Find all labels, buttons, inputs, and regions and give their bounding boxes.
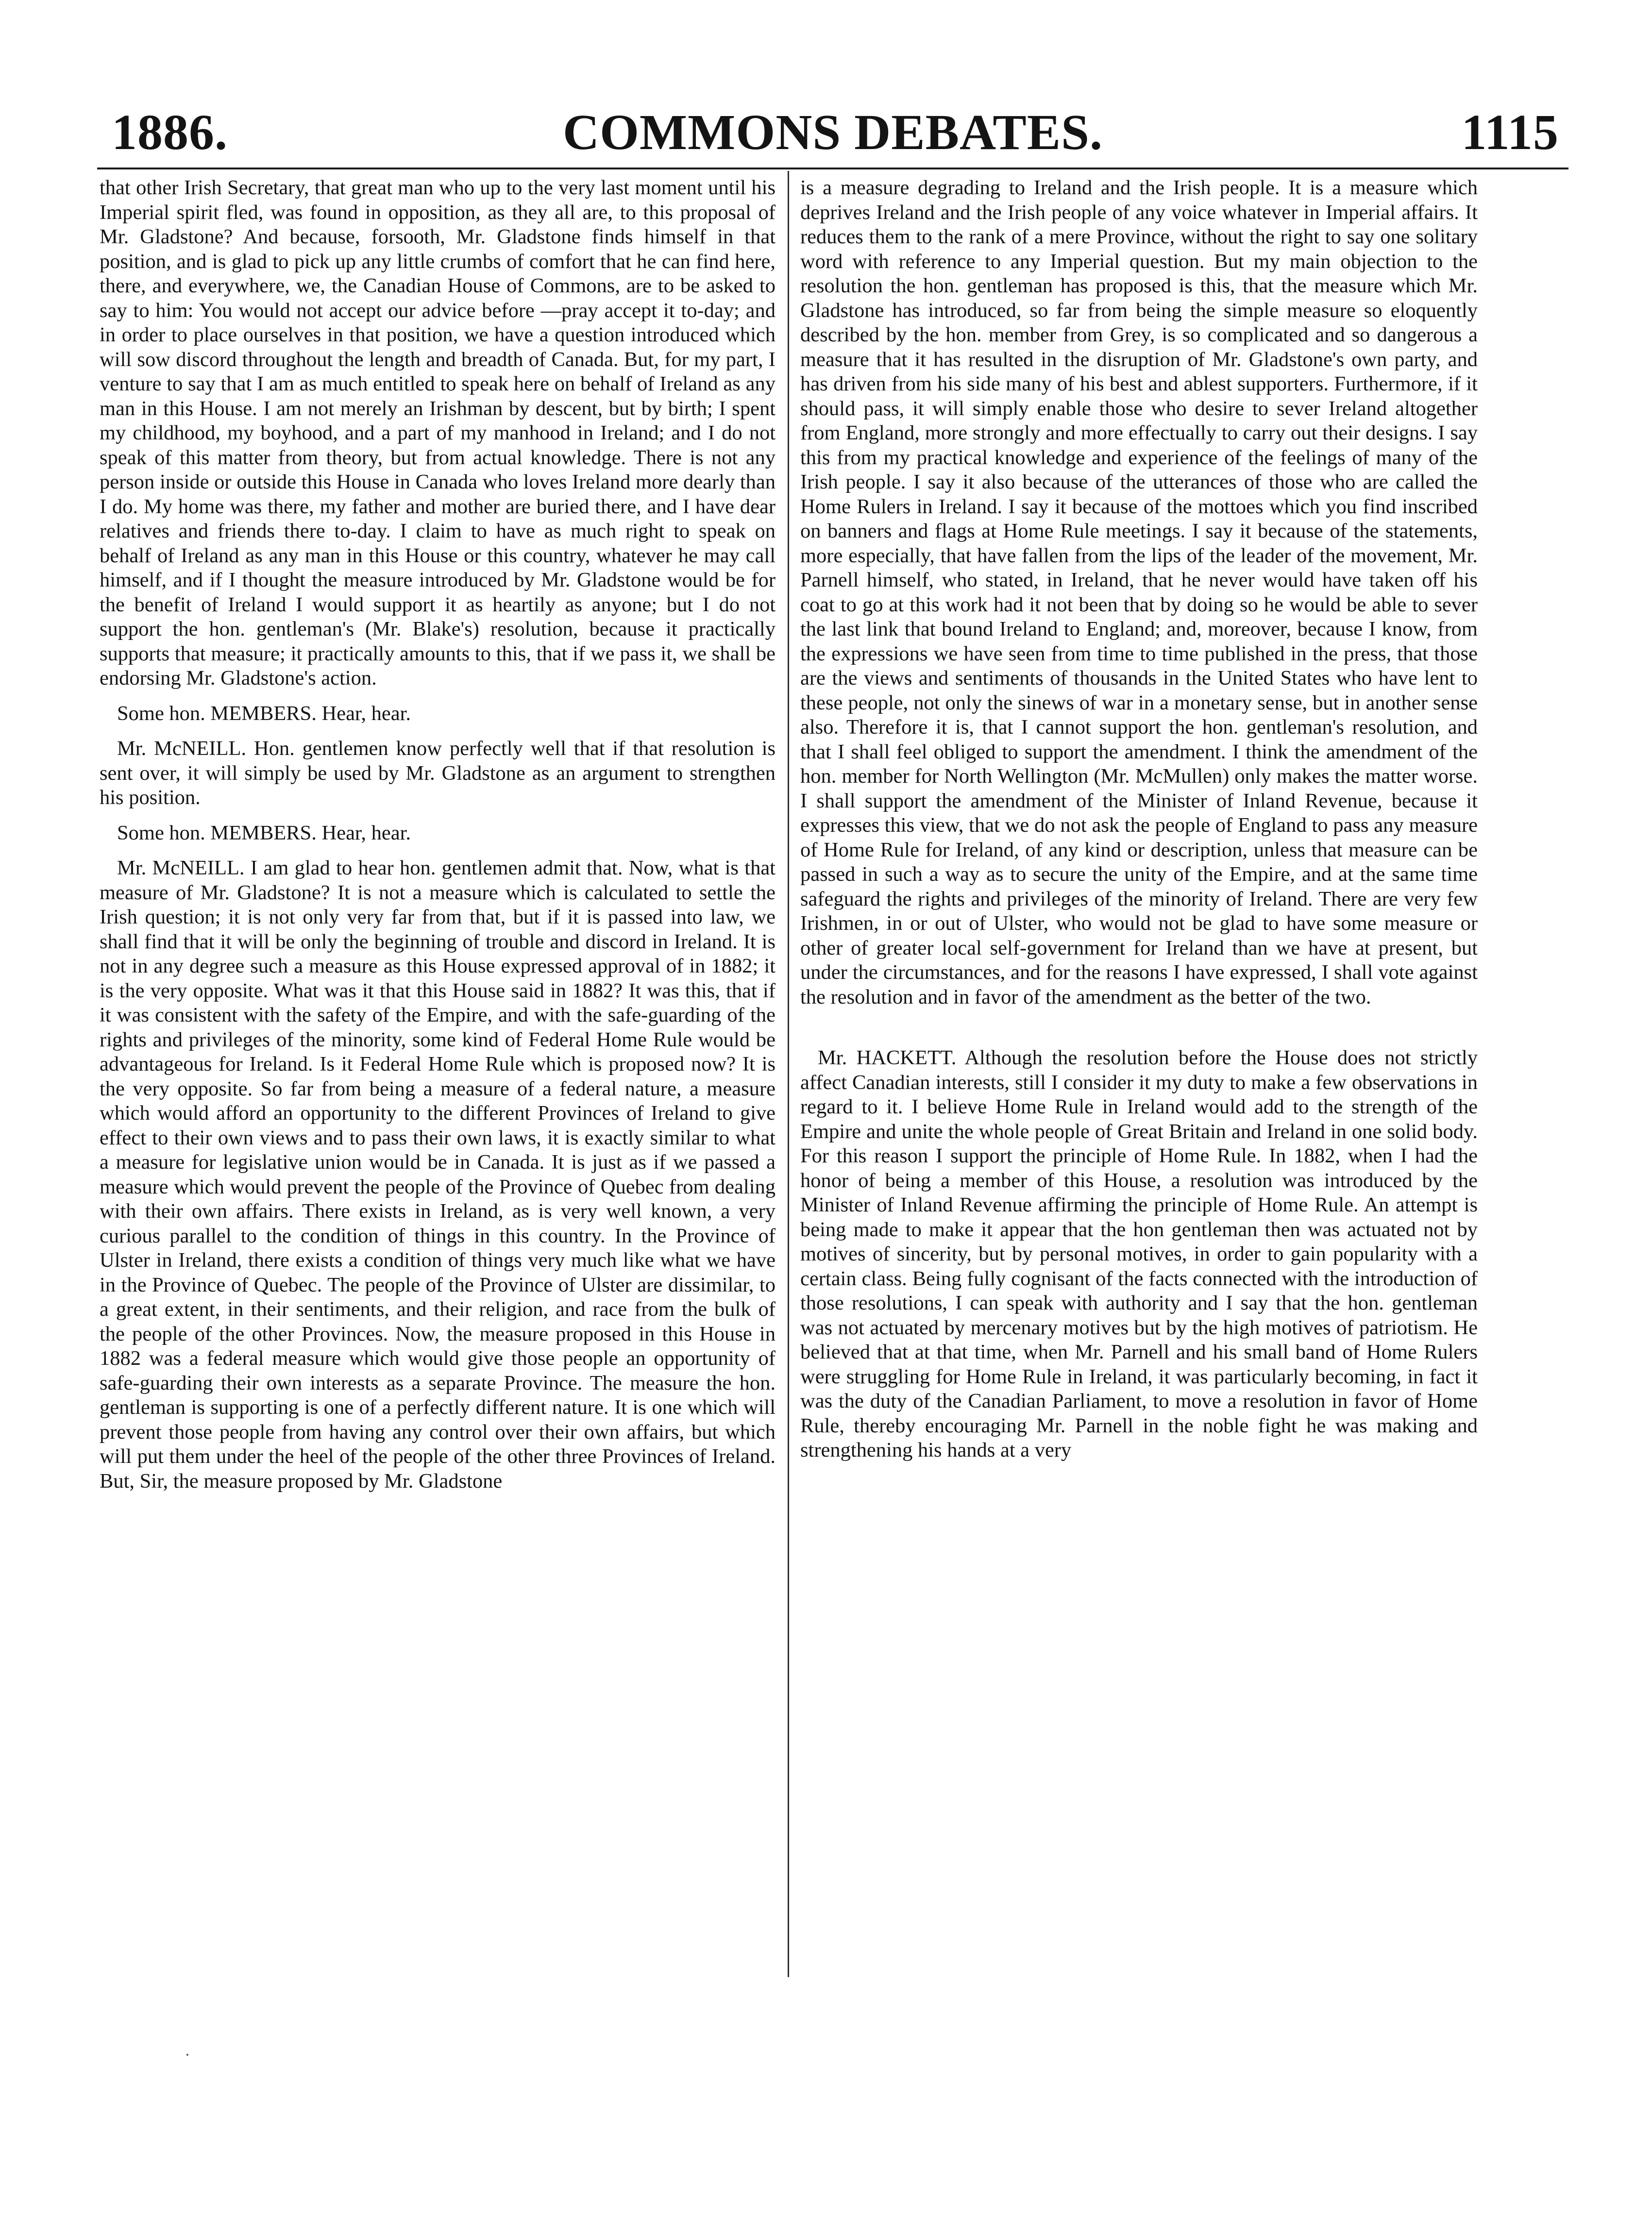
paragraph: Some hon. MEMBERS. Hear, hear.: [117, 702, 411, 725]
ink-speck: [186, 2054, 188, 2056]
page-header: [97, 100, 1568, 165]
paragraph: Mr. McNEILL. I am glad to hear hon. gentlemen admit that. Now, what is that measure of Mr. Gladstone? It is not a measure which is calculated to settle the Irish question; it is not only very far from that, but if it is passed into law, we shall find that it will be only the beginning of trouble and discord in Ireland. It is not in any degree such a measure as this House expressed approval of in 1882; it is the very opposite. What was it that this House said in 1882? It was this, that if it was consistent with the safety of the Empire, and with the safe-guarding of the rights and privileges of the minority, some kind of Federal Home Rule would be advantageous for Ireland. Is it Federal Home Rule which is proposed now? It is the very opposite. So far from being a measure of a federal nature, a measure which would afford an opportunity to the different Provinces of Ireland to give effect to their own views and to pass their own laws, it is exactly similar to what a measure for legislative union would be in Canada. It is just as if we passed a measure which would prevent the people of the Province of Quebec from dealing with their own affairs. There exists in Ireland, as is very well known, a very curious parallel to the condition of things in this country. In the Province of Ulster in Ireland, there exists a condition of things very much like what we have in the Province of Quebec. The people of the Province of Ulster are dissimilar, to a great extent, in their sentiments, and their religion, and race from the bulk of the people of the other Provinces. Now, the measure proposed in this House in 1882 was a federal measure which would give those people an opportunity of safe-guarding their own interests as a separate Province. The measure the hon. gentleman is supporting is one of a perfectly different nature. It is one which will prevent those people from having any control over their own affairs, but which will put them under the heel of the people of the other three Provinces of Ireland. But, Sir, the measure proposed by Mr. Gladstone: [100, 856, 775, 1493]
header-page-number: 1115: [1461, 104, 1559, 160]
left-column: [100, 176, 775, 1493]
header-title: COMMONS DEBATES.: [563, 104, 1103, 160]
paragraph: is a measure degrading to Ireland and the Irish people. It is a measure which deprives Ireland and the Irish people of any voice whatever in Imperial affairs. It reduces them to the rank of a mere Province, without the right to say one solitary word with reference to any Imperial question. But my main objection to the resolution the hon. gentleman has proposed is this, that the measure which Mr. Gladstone has introduced, so far from being the simple measure so eloquently described by the hon. member from Grey, is so complicated and so dangerous a measure that it has resulted in the disruption of Mr. Gladstone's own party, and has driven from his side many of his best and ablest supporters. Furthermore, if it should pass, it will simply enable those who desire to sever Ireland altogether from England, more strongly and more effectually to carry out their designs. I say this from my practical knowledge and experience of the feelings of many of the Irish people. I say it also because of the utterances of those who are called the Home Rulers in Ireland. I say it because of the mottoes which you find inscribed on banners and flags at Home Rule meetings. I say it because of the statements, more especially, that have fallen from the lips of the leader of the movement, Mr. Parnell himself, who stated, in Ireland, that he never would have taken off his coat to go at this work had it not been that by doing so he would be able to sever the last link that bound Ireland to England; and, moreover, because I know, from the expressions we have seen from time to time published in the press, that those are the views and sentiments of thousands in the United States who have lent to these people, not only the sinews of war in a monetary sense, but in another sense also. Therefore it is, that I cannot support the hon. gentleman's resolution, and that I shall feel obliged to support the amendment. I think the amendment of the hon. member for North Wellington (Mr. McMullen) only makes the matter worse. I shall support the amendment of the Minister of Inland Revenue, because it expresses this view, that we do not ask the people of England to pass any measure of Home Rule for Ireland, of any kind or description, unless that measure can be passed in such a way as to secure the unity of the Empire, and at the same time safeguard the rights and privileges of the minority of Ireland. There are very few Irishmen, in or out of Ulster, who would not be glad to have some measure or other of greater local self-government for Ireland than we have at present, but under the circumstances, and for the reasons I have expressed, I shall vote against the resolution and in favor of the amendment as the better of the two.: [800, 176, 1478, 1008]
right-column: [800, 176, 1478, 1463]
paragraph: Some hon. MEMBERS. Hear, hear.: [117, 821, 411, 844]
paragraph: Mr. McNEILL. Hon. gentlemen know perfectly well that if that resolution is sent over, it will simply be used by Mr. Gladstone as an argument to strengthen his position.: [100, 737, 775, 809]
paragraph: Mr. HACKETT. Although the resolution before the House does not strictly affect Canadian interests, still I consider it my duty to make a few observations in regard to it. I believe Home Rule in Ireland would add to the strength of the Empire and unite the whole people of Great Britain and Ireland in one solid body. For this reason I support the principle of Home Rule. In 1882, when I had the honor of being a member of this House, a resolution was introduced by the Minister of Inland Revenue affirming the principle of Home Rule. An attempt is being made to make it appear that the hon gentleman then was actuated not by motives of sincerity, but by personal motives, in order to gain popularity with a certain class. Being fully cognisant of the facts connected with the introduction of those resolutions, I can speak with authority and I say that the hon. gentleman was not actuated by mercenary motives but by the high motives of patriotism. He believed that at that time, when Mr. Parnell and his small band of Home Rulers were struggling for Home Rule in Ireland, it was particularly becoming, in fact it was the duty of the Canadian Parliament, to move a resolution in favor of Home Rule, thereby encouraging Mr. Parnell in the noble fight he was making and strengthening his hands at a very: [800, 1046, 1478, 1461]
paragraph: that other Irish Secretary, that great man who up to the very last moment until his Imperial spirit fled, was found in opposition, as they all are, to this proposal of Mr. Gladstone? And because, forsooth, Mr. Gladstone finds himself in that position, and is glad to pick up any little crumbs of comfort that he can find here, there, and everywhere, we, the Canadian House of Commons, are to be asked to say to him: You would not accept our advice before —pray accept it to-day; and in order to place ourselves in that position, we have a question introduced which will sow discord throughout the length and breadth of Canada. But, for my part, I venture to say that I am as much entitled to speak here on behalf of Ireland as any man in this House. I am not merely an Irishman by descent, but by birth; I spent my childhood, my boyhood, and a part of my manhood in Ireland; and I do not speak of this matter from theory, but from actual knowledge. There is not any person inside or outside this House in Canada who loves Ireland more dearly than I do. My home was there, my father and mother are buried there, and I have dear relatives and friends there to-day. I claim to have as much right to speak on behalf of Ireland as any man in this House or this country, whatever he may call himself, and if I thought the measure introduced by Mr. Gladstone would be for the benefit of Ireland I would support it as heartily as anyone; but I do not support the hon. gentleman's (Mr. Blake's) resolution, because it practically supports that measure; it practically amounts to this, that if we pass it, we shall be endorsing Mr. Gladstone's action.: [100, 176, 775, 689]
header-rule: [97, 168, 1568, 169]
column-divider: [788, 171, 789, 1977]
header-year: 1886.: [112, 104, 228, 160]
